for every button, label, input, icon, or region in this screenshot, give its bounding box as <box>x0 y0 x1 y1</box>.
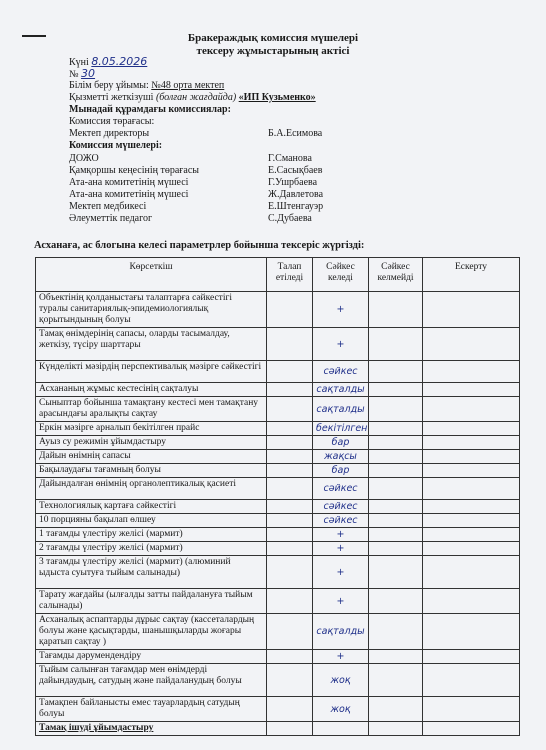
table-row <box>36 422 520 436</box>
table-row <box>36 614 520 650</box>
check-heading: Асханаға, ас блогына келесі параметрлер бойынша тексеріс жүргізді: <box>34 240 365 251</box>
row-note <box>423 697 520 722</box>
row-required <box>267 383 313 397</box>
row-note <box>423 528 520 542</box>
row-matches: + <box>313 328 369 361</box>
org-row <box>69 80 224 92</box>
row-not-matches <box>369 397 423 422</box>
row-not-matches <box>369 556 423 589</box>
row-indicator: Еркін мәзірге арналып бекітілген прайс <box>36 422 267 436</box>
row-matches: жақсы <box>313 450 369 464</box>
row-required <box>267 722 313 736</box>
row-matches: + <box>313 650 369 664</box>
inspection-table <box>35 257 520 736</box>
row-indicator: Тамақ ішуді ұйымдастыру <box>36 722 267 736</box>
row-not-matches <box>369 697 423 722</box>
table-row <box>36 361 520 383</box>
supplier-label: Қызметті жеткізуші <box>69 92 154 103</box>
row-indicator: Тамақпен байланысты емес тауарлардың сатудың болуы <box>36 697 267 722</box>
table-row <box>36 328 520 361</box>
row-indicator: Объектінің қолданыстағы талаптарға сәйкестігі туралы санитариялық-эпидемиологиялық қорытындының болуы <box>36 292 267 328</box>
row-required <box>267 422 313 436</box>
member-name: Г.Сманова <box>268 153 312 164</box>
row-required <box>267 556 313 589</box>
member-name: Г.Ушрбаева <box>268 177 318 188</box>
row-not-matches <box>369 436 423 450</box>
table-row <box>36 397 520 422</box>
row-required <box>267 697 313 722</box>
row-matches: жоқ <box>313 664 369 697</box>
row-matches: сәйкес <box>313 361 369 383</box>
row-matches: сәйкес <box>313 514 369 528</box>
row-note <box>423 422 520 436</box>
member-name: Ж.Давлетова <box>268 189 324 200</box>
row-required <box>267 514 313 528</box>
row-required <box>267 292 313 328</box>
table-row <box>36 722 520 736</box>
row-indicator: Тамақ өнімдерінің сапасы, оларды тасымалдау, жеткізу, түсіру шарттары <box>36 328 267 361</box>
row-indicator: Сыныптар бойынша тамақтану кестесі мен тамақтану арасындағы аралықты сақтау <box>36 397 267 422</box>
header-required: Талап етіледі <box>267 258 313 292</box>
supplier-value: «ИП Кузьменко» <box>238 92 316 103</box>
table-row <box>36 542 520 556</box>
row-indicator: Күнделікті мәзірдің перспективалық мәзірге сәйкестігі <box>36 361 267 383</box>
number-value: 30 <box>81 67 96 80</box>
table-body <box>36 292 520 736</box>
member-name: Е.Штенгауэр <box>268 201 324 212</box>
header-indicator: Көрсеткіш <box>36 258 267 292</box>
row-matches: сәйкес <box>313 500 369 514</box>
row-not-matches <box>369 328 423 361</box>
row-not-matches <box>369 528 423 542</box>
chair-heading: Комиссия төрағасы: <box>69 116 155 127</box>
row-matches: + <box>313 292 369 328</box>
row-note <box>423 514 520 528</box>
table-row <box>36 589 520 614</box>
row-not-matches <box>369 514 423 528</box>
member-name: Е.Сасықбаев <box>268 165 323 176</box>
row-note <box>423 464 520 478</box>
table-row <box>36 436 520 450</box>
row-matches: сақталды <box>313 397 369 422</box>
row-indicator: 10 порцияны бақылап өлшеу <box>36 514 267 528</box>
row-required <box>267 528 313 542</box>
row-matches: + <box>313 589 369 614</box>
date-label: Күні <box>69 57 89 68</box>
row-matches <box>313 722 369 736</box>
row-required <box>267 478 313 500</box>
chair-name: Б.А.Есимова <box>268 128 323 139</box>
row-note <box>423 664 520 697</box>
header-matches: Сәйкес келеді <box>313 258 369 292</box>
table-row <box>36 464 520 478</box>
row-not-matches <box>369 650 423 664</box>
row-indicator: Бақылаудағы тағамның болуы <box>36 464 267 478</box>
member-role: ДОЖО <box>69 153 99 164</box>
row-indicator: Тағамды дәрумендендіру <box>36 650 267 664</box>
row-note <box>423 556 520 589</box>
row-indicator: 2 тағамды үлестіру желісі (мармит) <box>36 542 267 556</box>
row-required <box>267 589 313 614</box>
row-matches: бекітілген <box>313 422 369 436</box>
row-matches: + <box>313 528 369 542</box>
row-required <box>267 361 313 383</box>
row-indicator: Асхананың жұмыс кестесінің сақталуы <box>36 383 267 397</box>
row-note <box>423 478 520 500</box>
table-row <box>36 478 520 500</box>
table-row <box>36 664 520 697</box>
row-required <box>267 450 313 464</box>
row-matches: бар <box>313 464 369 478</box>
member-role: Әлеуметтік педагог <box>69 213 153 224</box>
table-row <box>36 450 520 464</box>
row-not-matches <box>369 722 423 736</box>
row-note <box>423 722 520 736</box>
row-indicator: Асханалық аспаптарды дұрыс сақтау (кассеталардың болуы және қасықтарды, шанышқыларды жоғары қаратып сақтау ) <box>36 614 267 650</box>
member-name: С.Дубаева <box>268 213 312 224</box>
row-note <box>423 542 520 556</box>
row-indicator: Технологиялық картаға сәйкестігі <box>36 500 267 514</box>
row-matches: + <box>313 556 369 589</box>
row-note <box>423 589 520 614</box>
member-role: Қамқоршы кеңесінің төрағасы <box>69 165 200 176</box>
row-matches: + <box>313 542 369 556</box>
row-note <box>423 361 520 383</box>
row-indicator: Дайындалған өнімнің органолептикалық қасиеті <box>36 478 267 500</box>
commission-heading: Мынадай құрамдағы комиссиялар: <box>69 104 231 115</box>
row-note <box>423 397 520 422</box>
row-note <box>423 328 520 361</box>
org-value: №48 орта мектеп <box>151 80 225 91</box>
row-not-matches <box>369 614 423 650</box>
member-role: Ата-ана комитетінің мүшесі <box>69 189 189 200</box>
act-title-line1: Бракераждық комиссия мүшелері <box>187 32 359 44</box>
act-title-line2: тексеру жұмыстарының актісі <box>196 45 350 57</box>
row-indicator: Ауыз су режимін ұйымдастыру <box>36 436 267 450</box>
row-not-matches <box>369 361 423 383</box>
row-note <box>423 292 520 328</box>
number-label: № <box>69 69 79 80</box>
table-row <box>36 383 520 397</box>
table-row <box>36 650 520 664</box>
row-required <box>267 500 313 514</box>
row-not-matches <box>369 292 423 328</box>
table-header-row <box>36 258 520 292</box>
row-note <box>423 383 520 397</box>
members-heading: Комиссия мүшелері: <box>69 140 163 151</box>
row-required <box>267 650 313 664</box>
row-note <box>423 650 520 664</box>
row-not-matches <box>369 589 423 614</box>
table-row <box>36 528 520 542</box>
row-note <box>423 450 520 464</box>
row-not-matches <box>369 464 423 478</box>
row-not-matches <box>369 500 423 514</box>
table-row <box>36 292 520 328</box>
row-not-matches <box>369 383 423 397</box>
table-row <box>36 514 520 528</box>
table-row <box>36 556 520 589</box>
supplier-note: (болған жағдайда) <box>155 92 237 103</box>
row-not-matches <box>369 478 423 500</box>
org-label: Білім беру ұйымы: <box>69 80 149 91</box>
row-indicator: 1 тағамды үлестіру желісі (мармит) <box>36 528 267 542</box>
row-required <box>267 328 313 361</box>
row-required <box>267 436 313 450</box>
row-required <box>267 464 313 478</box>
header-not-matches: Сәйкес келмейді <box>369 258 423 292</box>
member-role: Мектеп медбикесі <box>69 201 147 212</box>
row-matches: жоқ <box>313 697 369 722</box>
row-indicator: 3 тағамды үлестіру желісі (мармит) (алюминий ыдыста суытуға тыйым салынады) <box>36 556 267 589</box>
row-indicator: Дайын өнімнің сапасы <box>36 450 267 464</box>
supplier-row <box>69 92 316 104</box>
row-not-matches <box>369 542 423 556</box>
member-role: Ата-ана комитетінің мүшесі <box>69 177 189 188</box>
row-note <box>423 614 520 650</box>
row-not-matches <box>369 422 423 436</box>
table-row <box>36 500 520 514</box>
row-note <box>423 436 520 450</box>
row-matches: сақталды <box>313 383 369 397</box>
date-value: 8.05.2026 <box>91 55 148 68</box>
row-required <box>267 664 313 697</box>
row-required <box>267 397 313 422</box>
row-matches: сақталды <box>313 614 369 650</box>
row-not-matches <box>369 664 423 697</box>
row-required <box>267 614 313 650</box>
chair-role: Мектеп директоры <box>69 128 150 139</box>
table-row <box>36 697 520 722</box>
row-required <box>267 542 313 556</box>
row-not-matches <box>369 450 423 464</box>
row-indicator: Тыйым салынған тағамдар мен өнімдерді дайындаудың, сатудың және пайдаланудың болуы <box>36 664 267 697</box>
row-matches: бар <box>313 436 369 450</box>
row-indicator: Тарату жағдайы (ылғалды затты пайдалануға тыйым салынады) <box>36 589 267 614</box>
header-note: Ескерту <box>423 258 520 292</box>
row-matches: сәйкес <box>313 478 369 500</box>
row-note <box>423 500 520 514</box>
